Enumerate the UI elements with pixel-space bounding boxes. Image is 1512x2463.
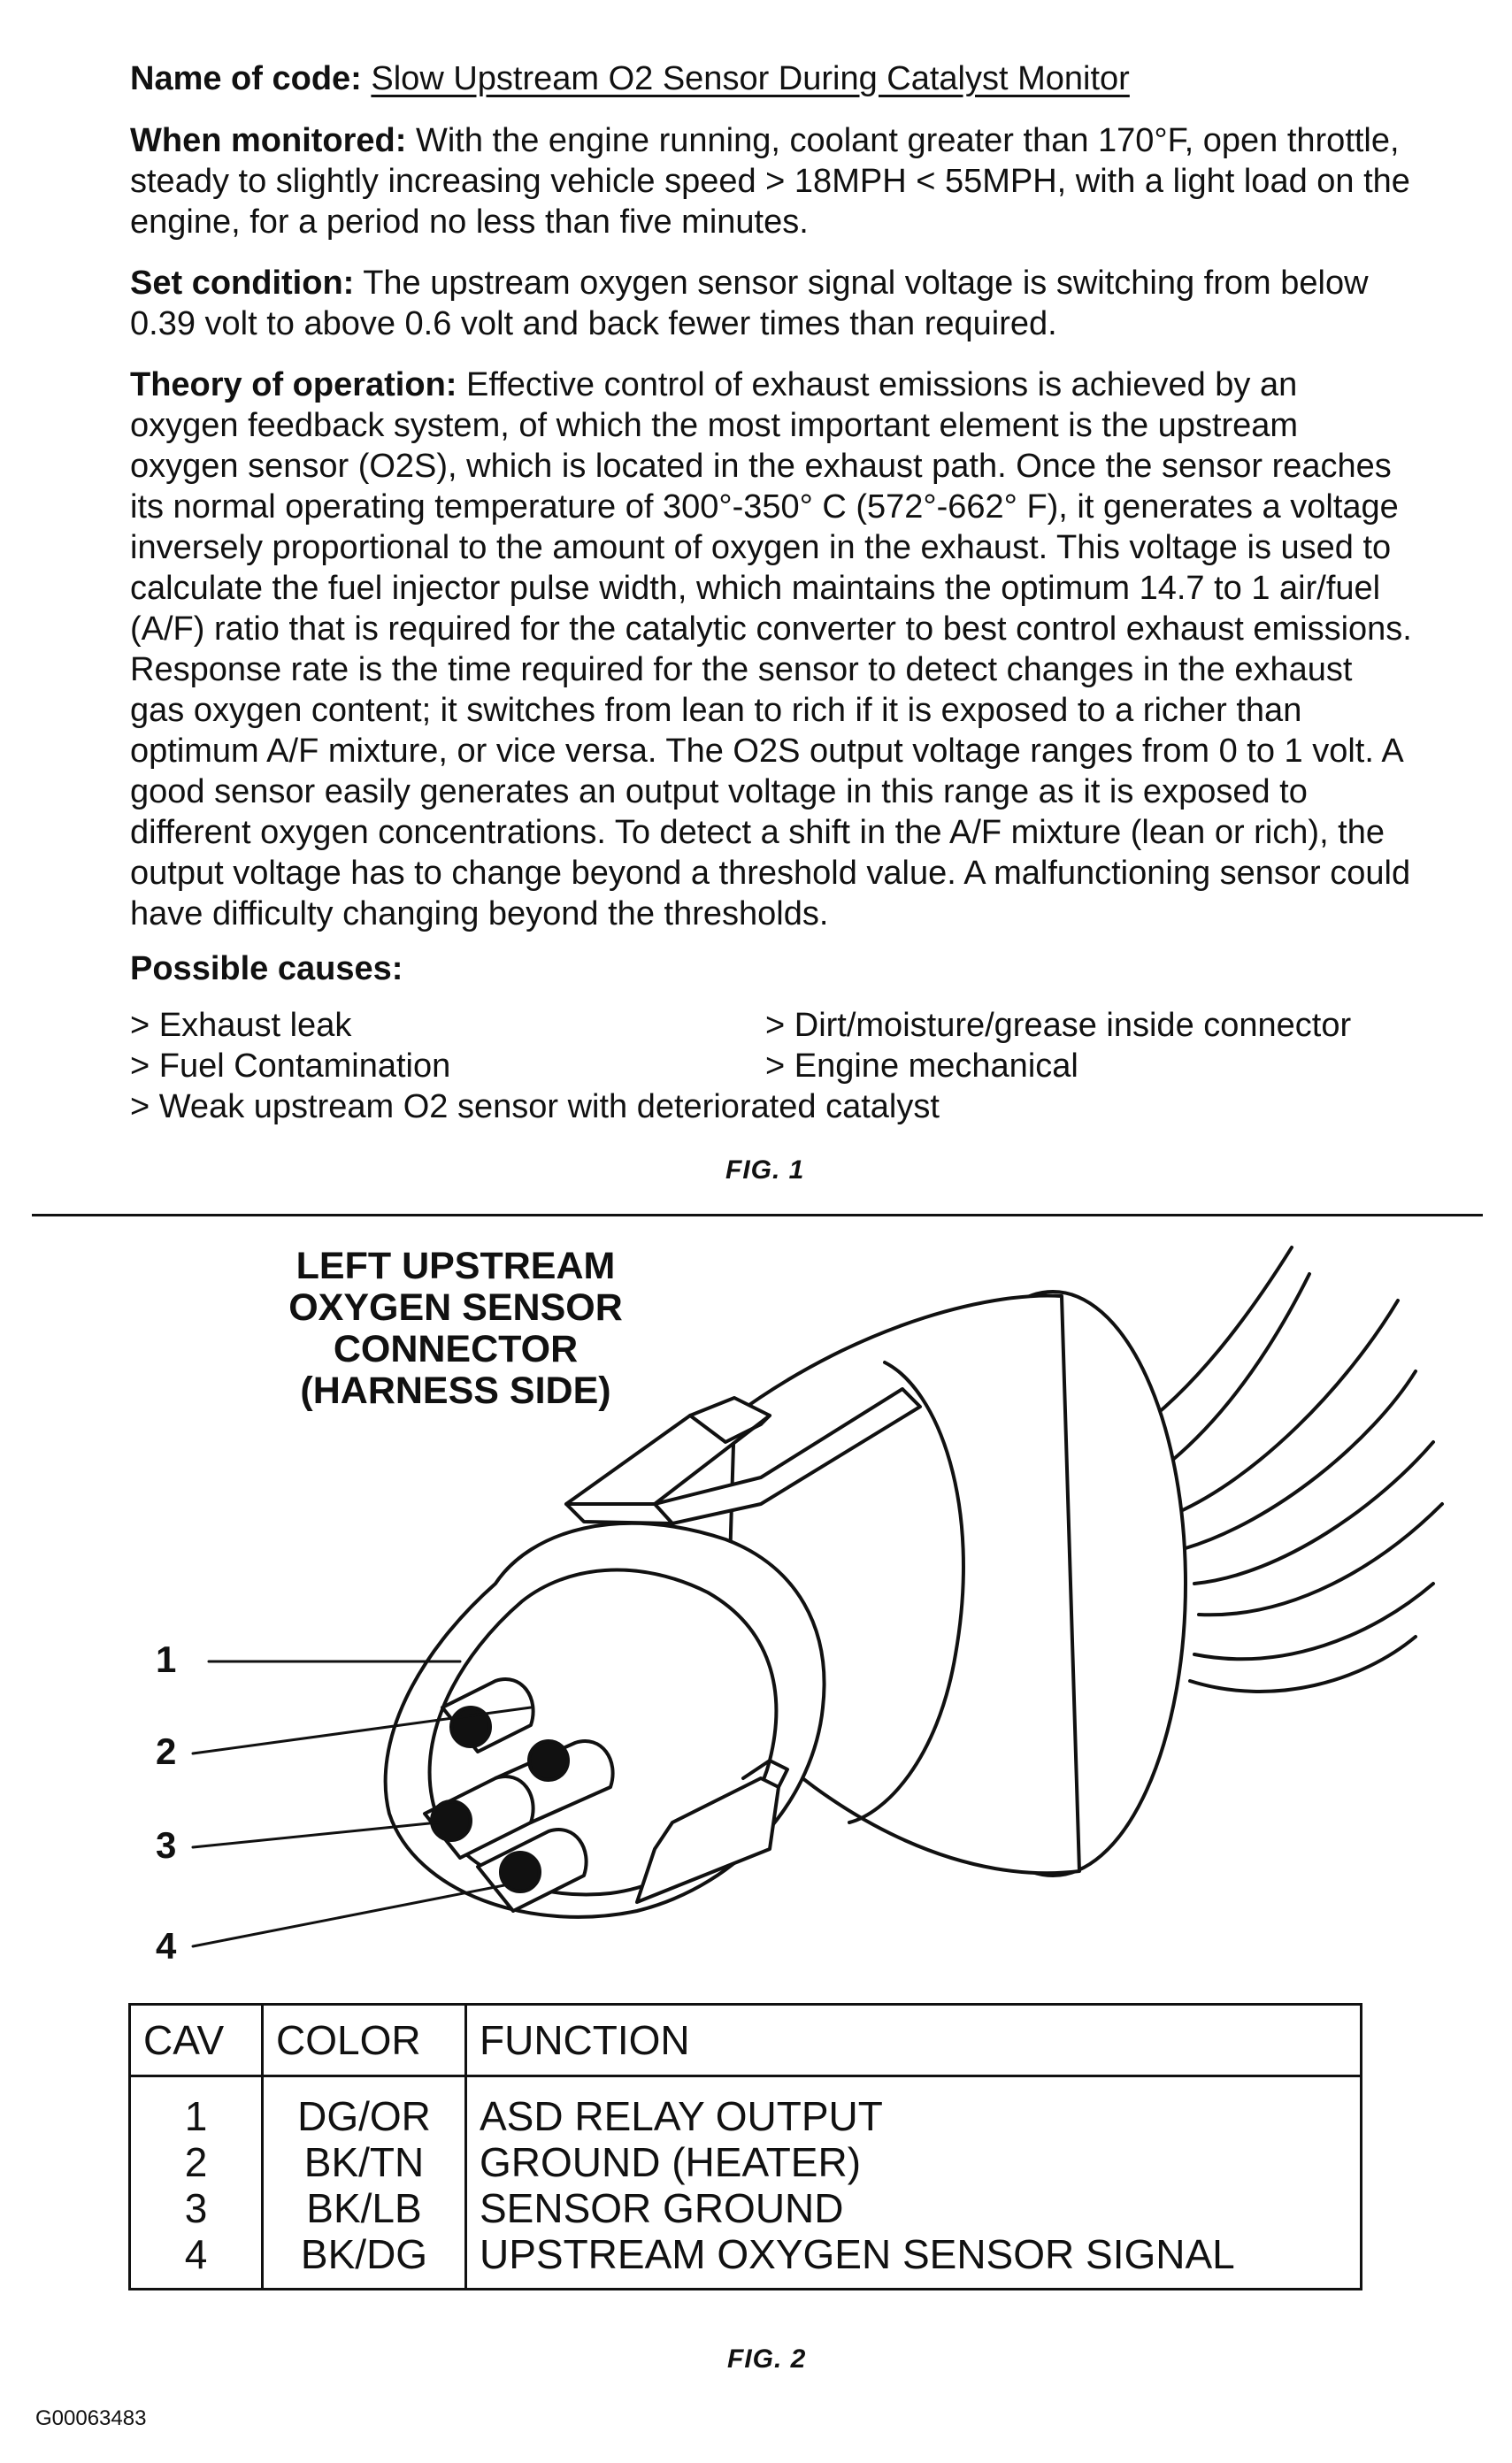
cause-item: > Fuel Contamination: [130, 1047, 451, 1085]
pin-label-3: 3: [156, 1824, 177, 1866]
when-monitored-text: With the engine running, coolant greater than 170°F, open throttle, steady to slightly increasing vehicle speed > 18MPH < 55MPH, with a light load on the engine, for a period no less than five minutes.: [130, 122, 1410, 241]
name-of-code-value: Slow Upstream O2 Sensor During Catalyst Monitor: [371, 60, 1130, 97]
theory-label: Theory of operation:: [130, 366, 457, 403]
connector-illustration: [0, 1212, 1512, 1991]
pin-2-cavity: [529, 1741, 568, 1780]
theory-section: [130, 364, 1413, 934]
pin-3-cavity: [432, 1801, 471, 1840]
header-function: FUNCTION: [466, 2005, 1362, 2076]
theory-text: Effective control of exhaust emissions is achieved by an oxygen feedback system, of which the most important element is the upstream oxygen sensor (O2S), which is located in the exhaust path. Once the sensor reaches its normal operating temperature of 300°-350° C (572°-662° F), it generates a voltage inversely proportional to the amount of oxygen in the exhaust. This voltage is used to calculate the fuel injector pulse width, which maintains the optimum 14.7 to 1 air/fuel (A/F) ratio that is required for the catalytic converter to best control exhaust emissions. Response rate is the time required for the sensor to detect changes in the exhaust gas oxygen content; it switches from lean to rich if it is exposed to a richer than optimum A/F mixture, or vice versa. The O2S output voltage ranges from 0 to 1 volt. A good sensor easily generates an output voltage in this range as it is exposed to different oxygen concentrations. To detect a shift in the A/F mixture (lean or rich), the output voltage has to change beyond a threshold value. A malfunctioning sensor could have difficulty changing beyond the thresholds.: [130, 366, 1412, 932]
set-condition-section: [130, 263, 1413, 344]
connector-title: LEFT UPSTREAM OXYGEN SENSOR CONNECTOR (HARNESS SIDE): [288, 1245, 623, 1412]
header-color: COLOR: [263, 2005, 466, 2076]
header-cav: CAV: [130, 2005, 263, 2076]
pin-label-4: 4: [156, 1925, 177, 1967]
table-row: 2 BK/TN GROUND (HEATER): [130, 2139, 1362, 2185]
wire: [1177, 1301, 1398, 1513]
cause-item: > Weak upstream O2 sensor with deteriorated catalyst: [130, 1088, 940, 1125]
table-header-row: [130, 2005, 1362, 2076]
fig-2-label: FIG. 2: [727, 2344, 807, 2374]
possible-causes-heading: Possible causes:: [130, 950, 403, 987]
set-condition-label: Set condition:: [130, 265, 355, 302]
pin-label-2: 2: [156, 1730, 177, 1772]
pin-label-1: 1: [156, 1638, 177, 1680]
table-row: 3 BK/LB SENSOR GROUND: [130, 2185, 1362, 2231]
wire: [1194, 1442, 1433, 1584]
name-of-code-section: [130, 58, 1413, 99]
when-monitored-section: [130, 120, 1413, 242]
table-row: 4 BK/DG UPSTREAM OXYGEN SENSOR SIGNAL: [130, 2231, 1362, 2290]
document-id: G00063483: [35, 2406, 147, 2430]
cause-item: > Dirt/moisture/grease inside connector: [765, 1007, 1352, 1044]
cause-item: > Engine mechanical: [765, 1047, 1078, 1085]
cause-item: > Exhaust leak: [130, 1007, 352, 1044]
table-row: 1 DG/OR ASD RELAY OUTPUT: [130, 2076, 1362, 2140]
when-monitored-label: When monitored:: [130, 122, 407, 159]
set-condition-text: The upstream oxygen sensor signal voltage is switching from below 0.39 volt to above 0.6 volt and back fewer times than required.: [130, 265, 1369, 342]
fig-1-label: FIG. 1: [725, 1155, 805, 1185]
wire: [1194, 1584, 1433, 1659]
wiring-table: [128, 2003, 1362, 2290]
name-of-code-label: Name of code:: [130, 60, 362, 97]
